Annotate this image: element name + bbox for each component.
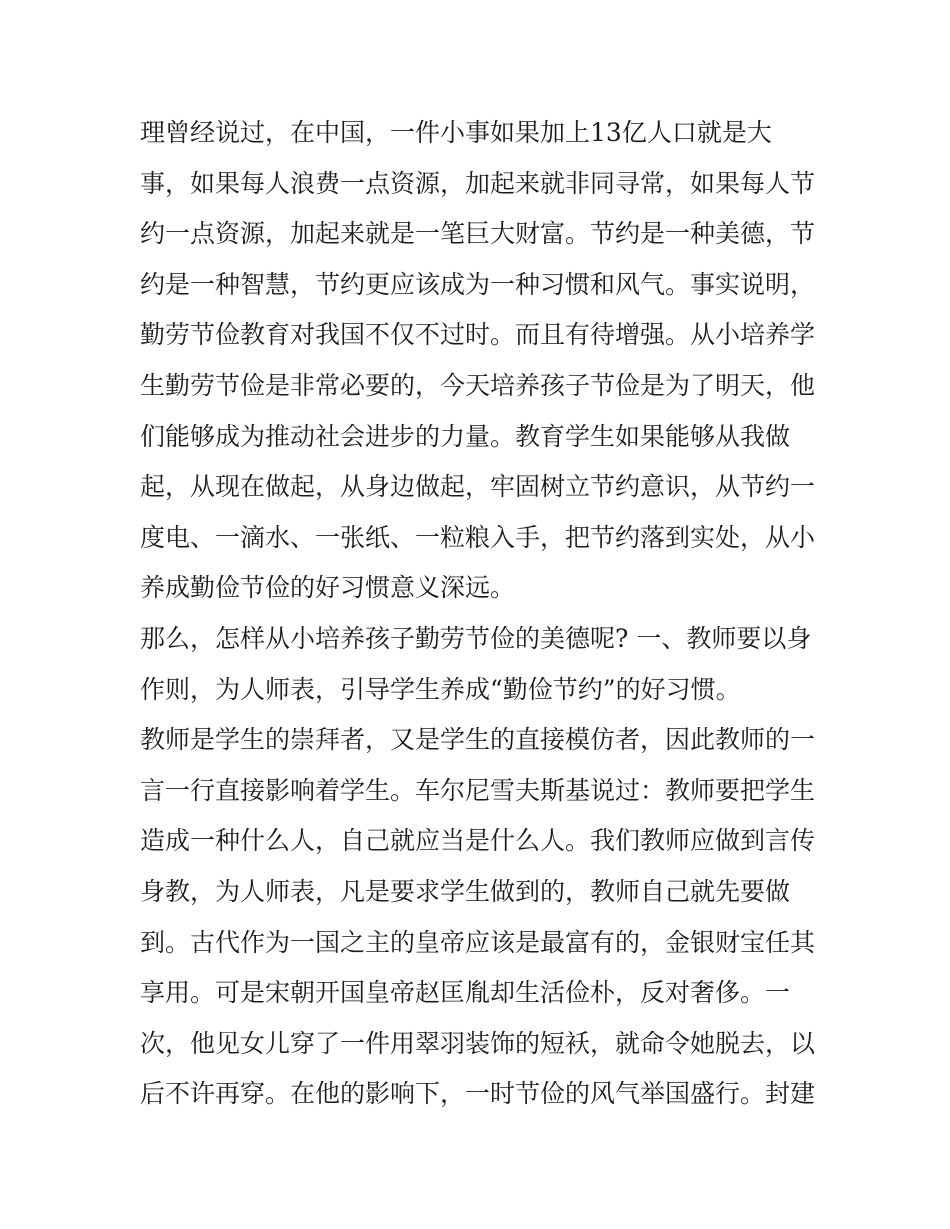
text-line: 身教，为人师表，凡是要求学生做到的，教师自己就先要做 [140,876,791,906]
text-line: 享用。可是宋朝开国皇帝赵匡胤却生活俭朴，反对奢侈。一 [140,978,791,1008]
text-line: 教师是学生的崇拜者，又是学生的直接模仿者，因此教师的一 [140,725,816,755]
text-line: 事，如果每人浪费一点资源，加起来就非同寻常，如果每人节 [140,168,816,198]
text-line: 造成一种什么人，自己就应当是什么人。我们教师应做到言传 [140,826,816,856]
text-line: 生勤劳节俭是非常必要的，今天培养孩子节俭是为了明天，他 [140,370,816,400]
text-line: 那么，怎样从小培养孩子勤劳节俭的美德呢? 一、教师要以身 [140,623,812,653]
text-line: 约是一种智慧，节约更应该成为一种习惯和风气。事实说明， [140,269,816,299]
body-text [140,108,820,1120]
text-line: 后不许再穿。在他的影响下，一时节俭的风气举国盛行。封建 [140,1079,816,1109]
text-line: 勤劳节俭教育对我国不仅不过时。而且有待增强。从小培养学 [140,320,816,350]
text-line: 度电、一滴水、一张纸、一粒粮入手，把节约落到实处，从小 [140,522,816,552]
text-line: 约一点资源，加起来就是一笔巨大财富。节约是一种美德，节 [140,219,816,249]
text-line: 起，从现在做起，从身边做起，牢固树立节约意识，从节约一 [140,472,816,502]
text-line: 作则，为人师表，引导学生养成“勤俭节约”的好习惯。 [140,674,741,704]
text-line: 到。古代作为一国之主的皇帝应该是最富有的，金银财宝任其 [140,927,816,957]
text-line: 理曾经说过，在中国，一件小事如果加上13亿人口就是大 [140,118,772,147]
text-line: 言一行直接影响着学生。车尔尼雪夫斯基说过：教师要把学生 [140,775,816,805]
text-line: 养成勤俭节俭的好习惯意义深远。 [140,573,516,603]
text-line: 次，他见女儿穿了一件用翠羽装饰的短袄，就命令她脱去，以 [140,1028,816,1058]
text-line: 们能够成为推动社会进步的力量。教育学生如果能够从我做 [140,421,791,451]
